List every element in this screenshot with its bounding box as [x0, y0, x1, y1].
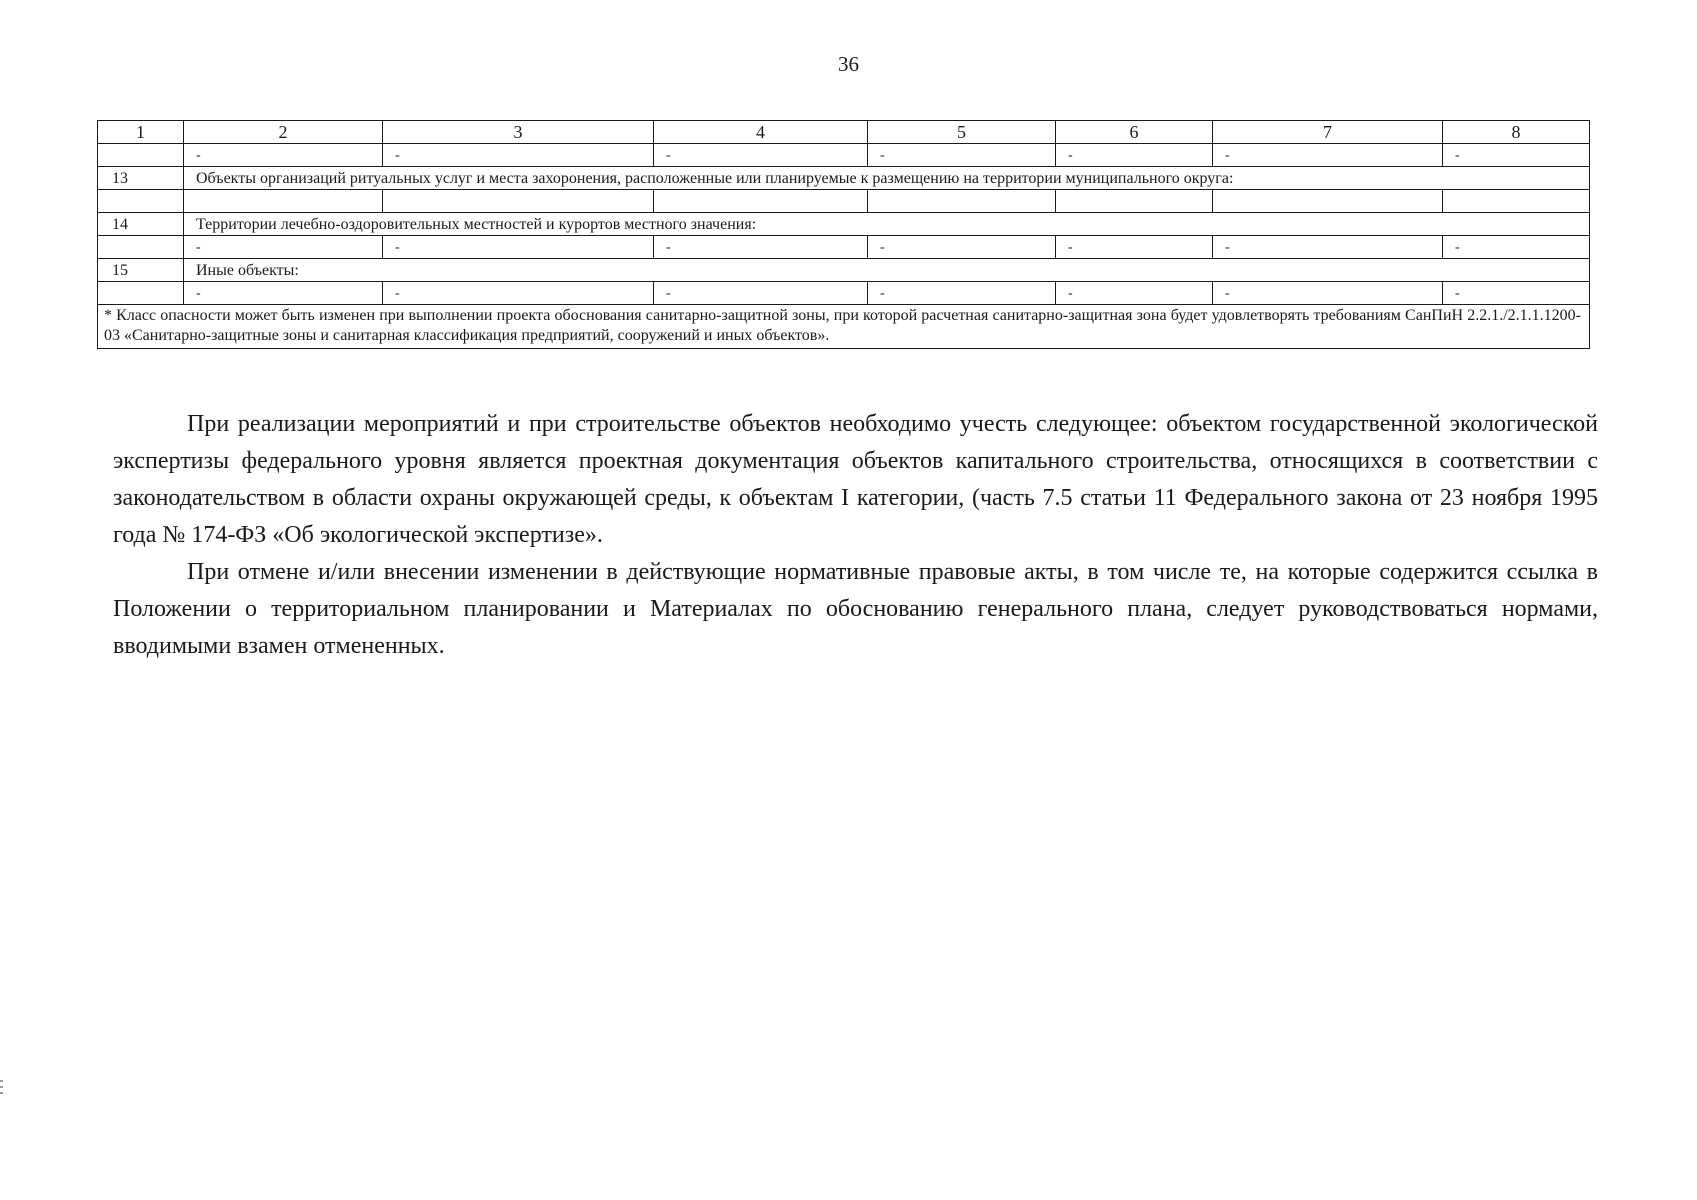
column-header: 7 [1213, 121, 1443, 144]
column-header: 1 [98, 121, 184, 144]
table-cell: - [1213, 282, 1443, 305]
scan-artifact [0, 1092, 3, 1094]
table-cell: - [868, 144, 1056, 167]
table-cell [184, 190, 383, 213]
table-row [98, 282, 1590, 305]
table-cell [98, 236, 184, 259]
section-number: 15 [98, 259, 184, 282]
table-cell: - [1213, 144, 1443, 167]
table-cell: - [184, 282, 383, 305]
table-cell: - [654, 282, 868, 305]
scan-artifact [0, 1080, 3, 1082]
table-cell [868, 190, 1056, 213]
table-cell: - [1056, 144, 1213, 167]
column-header: 5 [868, 121, 1056, 144]
table-cell: - [383, 144, 654, 167]
section-title: Иные объекты: [184, 259, 1590, 282]
table-cell: - [1443, 236, 1590, 259]
section-row-14 [98, 213, 1590, 236]
table-cell: - [1443, 144, 1590, 167]
section-row-13 [98, 167, 1590, 190]
table-cell: - [1056, 282, 1213, 305]
section-title: Территории лечебно-оздоровительных местностей и курортов местного значения: [184, 213, 1590, 236]
column-header: 2 [184, 121, 383, 144]
paragraph: При реализации мероприятий и при строительстве объектов необходимо учесть следующее: объектом государственной экологической экспертизы федерального уровня является проектная документация объектов капитального строительства, относящихся в соответствии с законодательством в области охраны окружающей среды, к объектам I категории, (часть 7.5 статьи 11 Федерального закона от 23 ноября 1995 года № 174-ФЗ «Об экологической экспертизе». [113, 411, 1598, 548]
section-number: 14 [98, 213, 184, 236]
column-header: 6 [1056, 121, 1213, 144]
table-cell: - [1443, 282, 1590, 305]
table-footnote: * Класс опасности может быть изменен при выполнении проекта обоснования санитарно-защитной зоны, при которой расчетная санитарно-защитная зона будет удовлетворять требованиям СанПиН 2.2.1./2.1.1.1200-03 «Санитарно-защитные зоны и санитарная классификация предприятий, сооружений и иных объектов». [98, 305, 1590, 349]
table-row [98, 144, 1590, 167]
table-cell [98, 282, 184, 305]
data-table [97, 120, 1590, 349]
table-cell: - [654, 144, 868, 167]
table-footnote-row [98, 305, 1590, 349]
section-number: 13 [98, 167, 184, 190]
table-cell [1213, 190, 1443, 213]
table-cell: - [1213, 236, 1443, 259]
table-cell [98, 190, 184, 213]
table-cell [383, 190, 654, 213]
table-cell: - [184, 144, 383, 167]
body-text [113, 406, 1598, 665]
column-header: 8 [1443, 121, 1590, 144]
column-header: 3 [383, 121, 654, 144]
table-cell: - [184, 236, 383, 259]
scan-artifact [0, 1086, 3, 1088]
table-cell: - [654, 236, 868, 259]
table-cell [1443, 190, 1590, 213]
table-header-row [98, 121, 1590, 144]
table-row [98, 190, 1590, 213]
table-cell: - [868, 282, 1056, 305]
column-header: 4 [654, 121, 868, 144]
table-cell: - [383, 282, 654, 305]
table-cell: - [868, 236, 1056, 259]
page-number: 36 [838, 52, 859, 76]
section-row-15 [98, 259, 1590, 282]
table-cell [654, 190, 868, 213]
table-cell: - [1056, 236, 1213, 259]
paragraph: При отмене и/или внесении изменении в действующие нормативные правовые акты, в том числе те, на которые содержится ссылка в Положении о территориальном планировании и Материалах по обоснованию генерального плана, следует руководствоваться нормами, вводимыми взамен отмененных. [113, 559, 1598, 659]
table-row [98, 236, 1590, 259]
table-cell [98, 144, 184, 167]
section-title: Объекты организаций ритуальных услуг и места захоронения, расположенные или планируемые к размещению на территории муниципального округа: [184, 167, 1590, 190]
table-cell: - [383, 236, 654, 259]
table-cell [1056, 190, 1213, 213]
